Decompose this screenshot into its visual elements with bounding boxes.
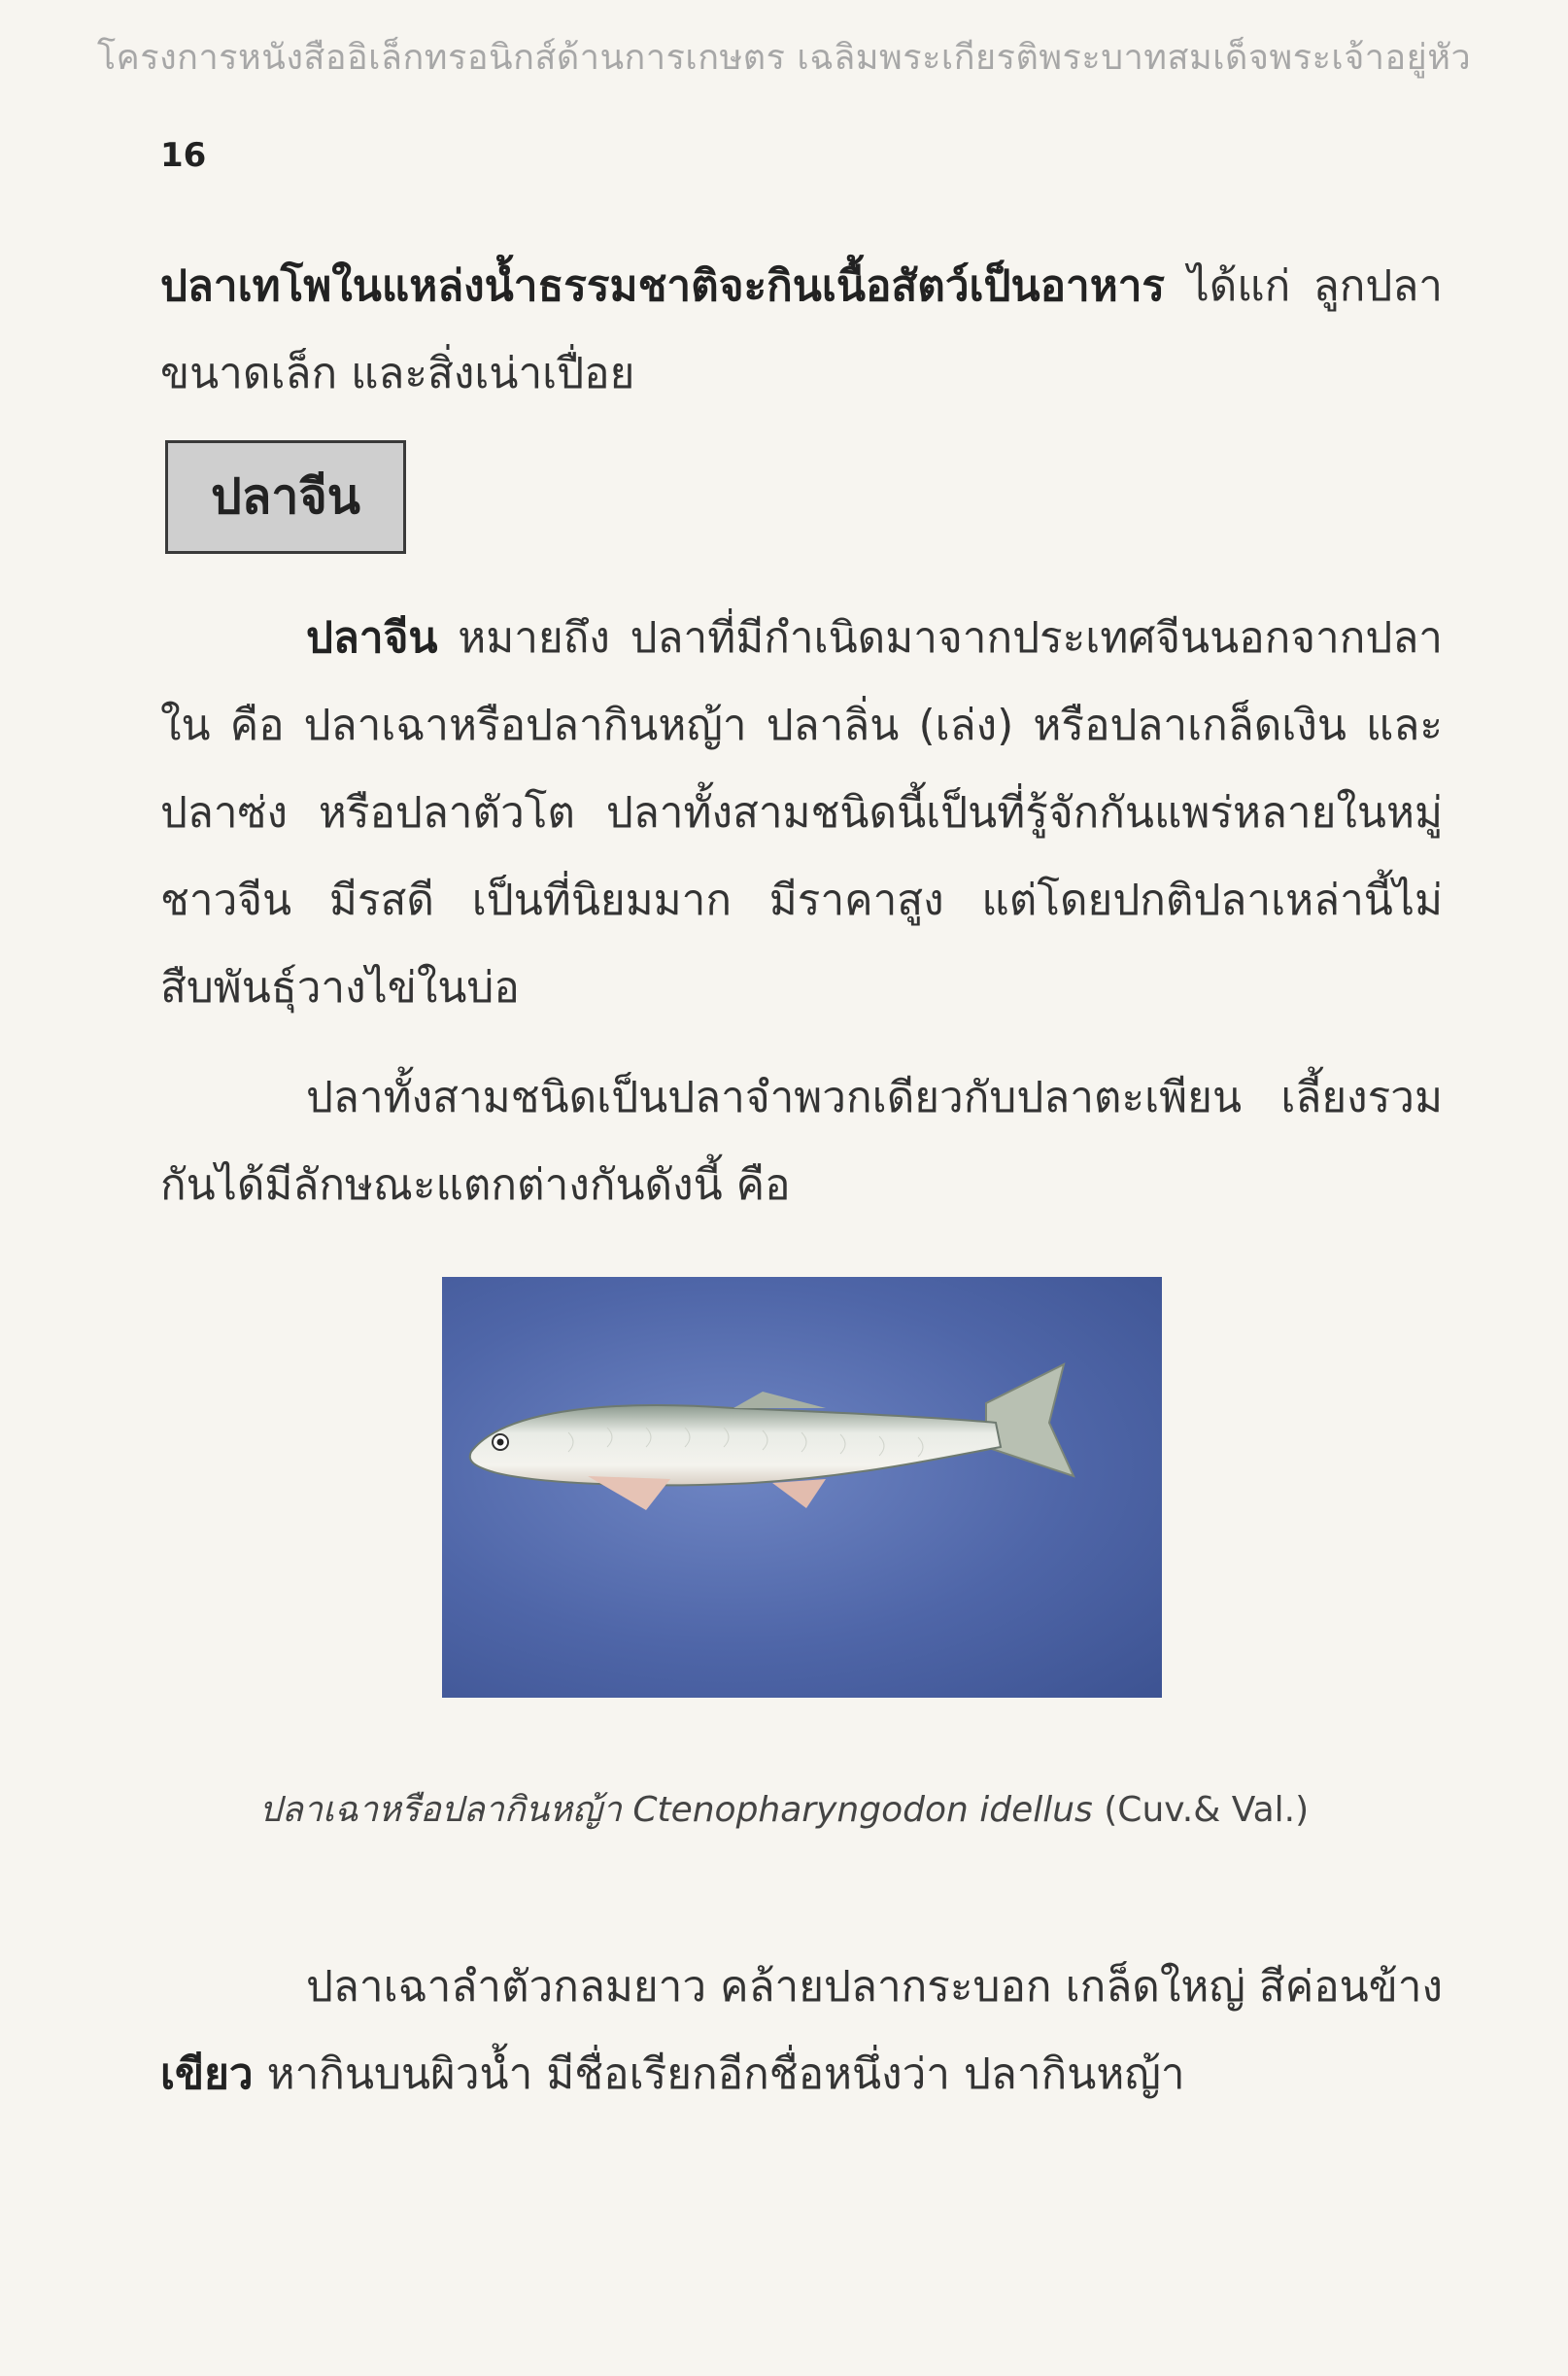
paragraph-grass-carp (160, 1944, 1443, 2118)
photo-caption (0, 1781, 1568, 1837)
paragraph-grass-carp-rest: หากินบนผิวน้ำ มีชื่อเรียกอีกชื่อหนึ่งว่า ปลากินหญ้า (253, 2049, 1185, 2099)
intro-bold-text: ปลาเทโพในแหล่งน้ำธรรมชาติจะกินเนื้อสัตว์เป็นอาหาร (160, 261, 1166, 311)
paragraph-three-species-text: ปลาทั้งสามชนิดเป็นปลาจำพวกเดียวกับปลาตะเพียน เลี้ยงรวมกันได้มีลักษณะแตกต่างกันดังนี้ คือ (160, 1073, 1443, 1210)
fish-illustration (442, 1277, 1162, 1698)
caption-authority: (Cuv.& Val.) (1104, 1790, 1310, 1830)
running-header: โครงการหนังสืออิเล็กทรอนิกส์ด้านการเกษตร เฉลิมพระเกียรติพระบาทสมเด็จพระเจ้าอยู่หัว (96, 38, 1472, 78)
caption-thai-name: ปลาเฉาหรือปลากินหญ้า (258, 1790, 622, 1830)
section-title: ปลาจีน (211, 468, 360, 525)
paragraph-chinese-fish-term: ปลาจีน (306, 613, 438, 663)
paragraph-three-species (160, 1054, 1443, 1229)
grass-carp-photo (442, 1277, 1162, 1698)
section-heading-box (165, 440, 406, 554)
paragraph-chinese-fish-text: หมายถึง ปลาที่มีกำเนิดมาจากประเทศจีนนอกจากปลาใน คือ ปลาเฉาหรือปลากินหญ้า ปลาลิ่น (เล่ง) หรือปลาเกล็ดเงิน และปลาซ่ง หรือปลาตัวโต ปลาทั้งสามชนิดนี้เป็นที่รู้จักกันแพร่หลายในหมู่ชาวจีน มีรสดี เป็นที่นิยมมาก มีราคาสูง แต่โดยปกติปลาเหล่านี้ไม่สืบพันธุ์วางไข่ในบ่อ (160, 613, 1443, 1013)
paragraph-grass-carp-start: ปลาเฉาลำตัวกลมยาว คล้ายปลากระบอก เกล็ดใหญ่ สีค่อนข้าง (306, 1962, 1443, 2012)
paragraph-chinese-fish (160, 595, 1443, 1032)
paragraph-grass-carp-bold: เขียว (160, 2049, 254, 2099)
page-number: 16 (160, 136, 207, 175)
intro-text: ได้แก่ ลูกปลาขนาดเล็ก และสิ่งเน่าเปื่อย (160, 261, 1443, 398)
caption-scientific-name: Ctenopharyngodon idellus (632, 1790, 1093, 1830)
intro-paragraph (160, 243, 1443, 418)
